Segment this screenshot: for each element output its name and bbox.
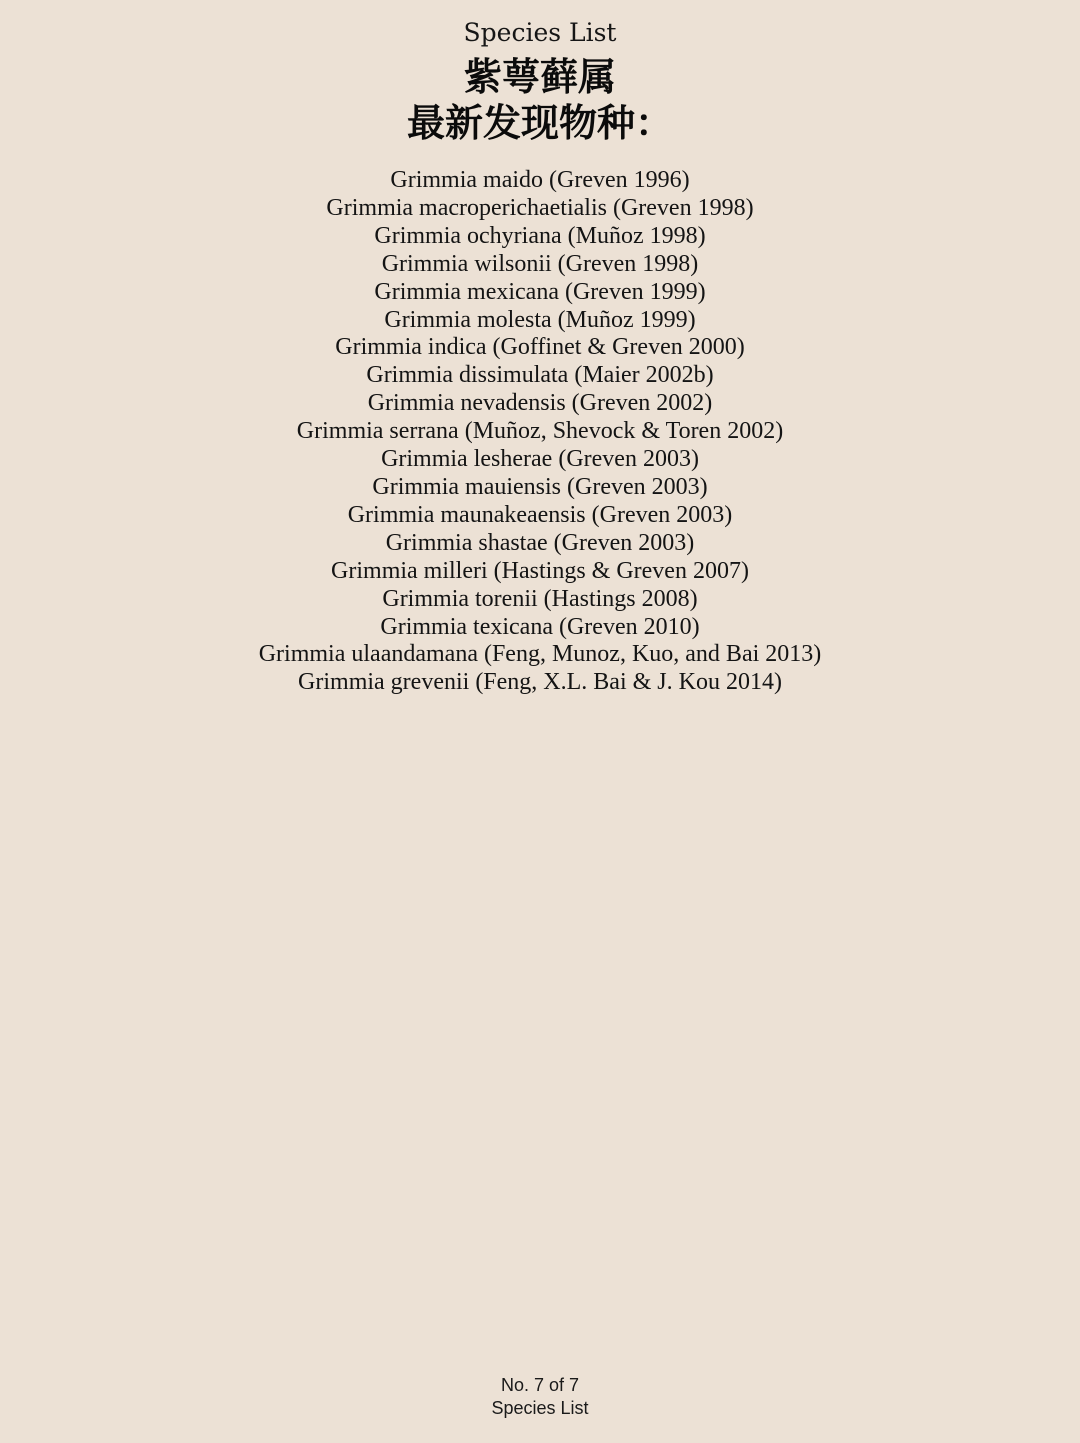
species-item: Grimmia texicana (Greven 2010)	[380, 613, 700, 640]
species-item: Grimmia mauiensis (Greven 2003)	[372, 473, 708, 500]
header-label: Species List	[463, 18, 617, 47]
species-item: Grimmia ulaandamana (Feng, Munoz, Kuo, and Bai 2013)	[258, 641, 822, 668]
species-item: Grimmia molesta (Muñoz 1999)	[384, 306, 696, 333]
species-item: Grimmia nevadensis (Greven 2002)	[367, 390, 713, 417]
footer-label: Species List	[491, 1398, 589, 1418]
species-list	[0, 167, 1080, 697]
species-item: Grimmia maido (Greven 1996)	[390, 167, 690, 193]
page-indicator: No. 7 of 7	[500, 1375, 580, 1395]
species-item: Grimmia lesherae (Greven 2003)	[381, 446, 699, 473]
footer	[0, 1374, 1080, 1420]
species-item: Grimmia mexicana (Greven 1999)	[374, 278, 706, 305]
species-item: Grimmia dissimulata (Maier 2002b)	[366, 362, 714, 389]
species-item: Grimmia ochyriana (Muñoz 1998)	[374, 222, 706, 249]
species-item: Grimmia indica (Goffinet & Greven 2000)	[335, 334, 745, 361]
species-item: Grimmia grevenii (Feng, X.L. Bai & J. Kou 2014)	[298, 669, 782, 696]
species-item: Grimmia shastae (Greven 2003)	[385, 529, 695, 556]
page-title	[0, 54, 1080, 146]
page-title-line-1: 紫萼藓属	[463, 55, 616, 99]
species-item: Grimmia milleri (Hastings & Greven 2007)	[331, 557, 749, 584]
species-item: Grimmia serrana (Muñoz, Shevock & Toren 2002)	[296, 418, 784, 445]
species-item: Grimmia wilsonii (Greven 1998)	[381, 250, 699, 277]
species-item: Grimmia macroperichaetialis (Greven 1998)	[326, 194, 754, 221]
page-title-line-2: 最新发现物种：	[406, 101, 673, 145]
species-item: Grimmia torenii (Hastings 2008)	[382, 585, 698, 612]
species-item: Grimmia maunakeaensis (Greven 2003)	[347, 501, 733, 528]
